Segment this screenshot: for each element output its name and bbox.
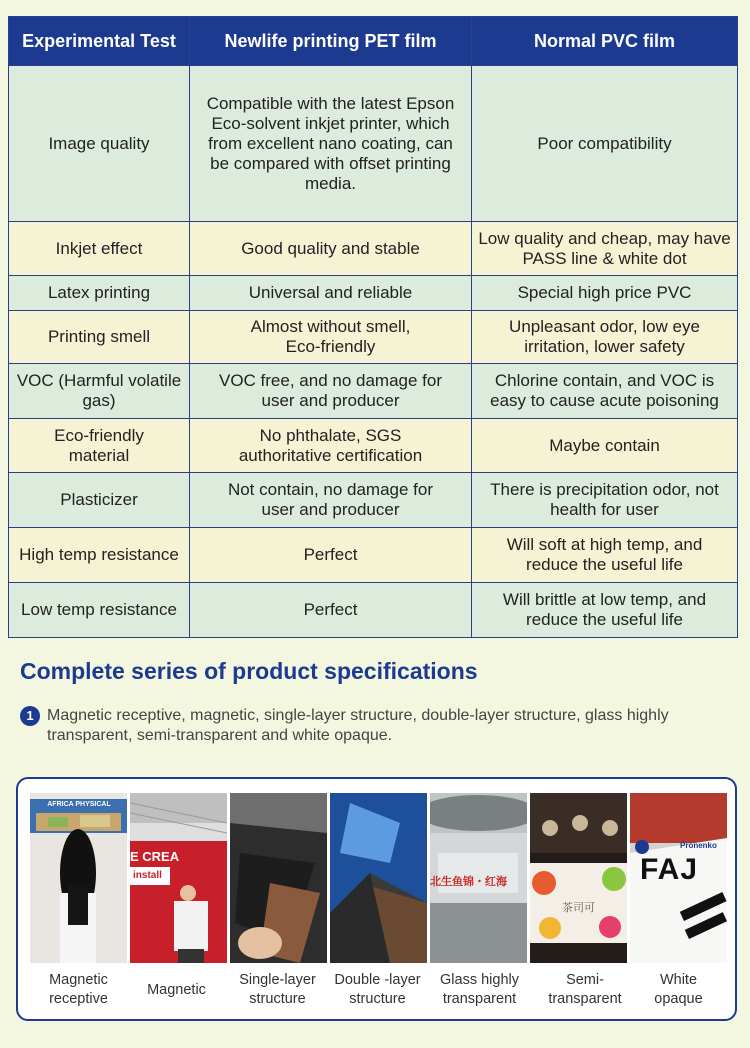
pvc-cell: Special high price PVC xyxy=(472,276,738,311)
caption-semi-transparent: Semi- transparent xyxy=(548,972,622,1007)
header-pvc-film: Normal PVC film xyxy=(472,17,738,66)
specs-description: Magnetic receptive, magnetic, single-layer structure, double-layer structure, glass highly transparent, semi-transparent and white opaque. xyxy=(47,707,669,744)
photo-sign-text-2: install xyxy=(133,870,162,881)
product-gallery xyxy=(16,777,737,1021)
caption-white-opaque: White opaque xyxy=(654,972,703,1007)
pvc-cell: Poor compatibility xyxy=(472,66,738,222)
photo-double-layer xyxy=(330,793,427,963)
pet-cell: Perfect xyxy=(190,528,472,583)
photo-sign-text: Pronenko xyxy=(680,841,717,850)
pet-cell: VOC free, and no damage for user and producer xyxy=(190,364,472,419)
comparison-table xyxy=(8,16,738,638)
pvc-cell: Low quality and cheap, may have PASS line & white dot xyxy=(472,222,738,276)
pvc-cell: Will brittle at low temp, and reduce the useful life xyxy=(472,583,738,638)
test-cell: Image quality xyxy=(9,66,190,222)
table-header-row xyxy=(9,17,738,66)
pet-cell: Perfect xyxy=(190,583,472,638)
caption-single-layer: Single-layer structure xyxy=(239,972,316,1007)
test-cell: VOC (Harmful volatile gas) xyxy=(9,364,190,419)
caption-magnetic: Magnetic xyxy=(147,982,206,998)
pvc-cell: Will soft at high temp, and reduce the useful life xyxy=(472,528,738,583)
table-row xyxy=(9,222,738,276)
photo-sign-text: AFRICA PHYSICAL xyxy=(47,801,111,808)
table-row xyxy=(9,311,738,364)
table-row xyxy=(9,66,738,222)
photo-sign-text: 茶司可 xyxy=(562,902,595,914)
pvc-cell: Maybe contain xyxy=(472,419,738,473)
pet-cell: No phthalate, SGS authoritative certification xyxy=(190,419,472,473)
table-row xyxy=(9,364,738,419)
test-cell: Low temp resistance xyxy=(9,583,190,638)
pet-cell: Good quality and stable xyxy=(190,222,472,276)
bullet-number-badge: 1 xyxy=(20,706,40,726)
pvc-cell: Chlorine contain, and VOC is easy to cause acute poisoning xyxy=(472,364,738,419)
pvc-cell: There is precipitation odor, not health for user xyxy=(472,473,738,528)
pet-cell: Not contain, no damage for user and producer xyxy=(190,473,472,528)
photo-sign-text: E CREA xyxy=(130,849,180,864)
photo-single-layer xyxy=(230,793,327,963)
pvc-cell: Unpleasant odor, low eye irritation, lower safety xyxy=(472,311,738,364)
pet-cell: Almost without smell, Eco-friendly xyxy=(190,311,472,364)
table-row xyxy=(9,583,738,638)
photo-magnetic-receptive xyxy=(30,793,127,963)
test-cell: Eco-friendly material xyxy=(9,419,190,473)
header-pet-film: Newlife printing PET film xyxy=(190,17,472,66)
photo-sign-text-2: FAJ xyxy=(640,853,699,886)
photo-magnetic xyxy=(130,793,227,963)
table-row xyxy=(9,473,738,528)
caption-magnetic-receptive: Magnetic receptive xyxy=(49,972,108,1007)
test-cell: Latex printing xyxy=(9,276,190,311)
header-experimental-test: Experimental Test xyxy=(9,17,190,66)
caption-double-layer: Double -layer structure xyxy=(334,972,421,1007)
photo-sign-text: 北生鱼锦・红海 xyxy=(430,876,507,888)
test-cell: Printing smell xyxy=(9,311,190,364)
photo-white-opaque xyxy=(630,793,727,963)
table-row xyxy=(9,276,738,311)
section-title: Complete series of product specifications xyxy=(20,658,478,684)
photo-semi-transparent xyxy=(530,793,627,963)
test-cell: Inkjet effect xyxy=(9,222,190,276)
caption-glass-transparent: Glass highly transparent xyxy=(440,972,519,1007)
pet-cell: Compatible with the latest Epson Eco-solvent inkjet printer, which from excellent nano coating, can be compared with offset printing media. xyxy=(190,66,472,222)
pet-cell: Universal and reliable xyxy=(190,276,472,311)
table-row xyxy=(9,419,738,473)
test-cell: High temp resistance xyxy=(9,528,190,583)
test-cell: Plasticizer xyxy=(9,473,190,528)
table-row xyxy=(9,528,738,583)
photo-glass-transparent xyxy=(430,793,527,963)
